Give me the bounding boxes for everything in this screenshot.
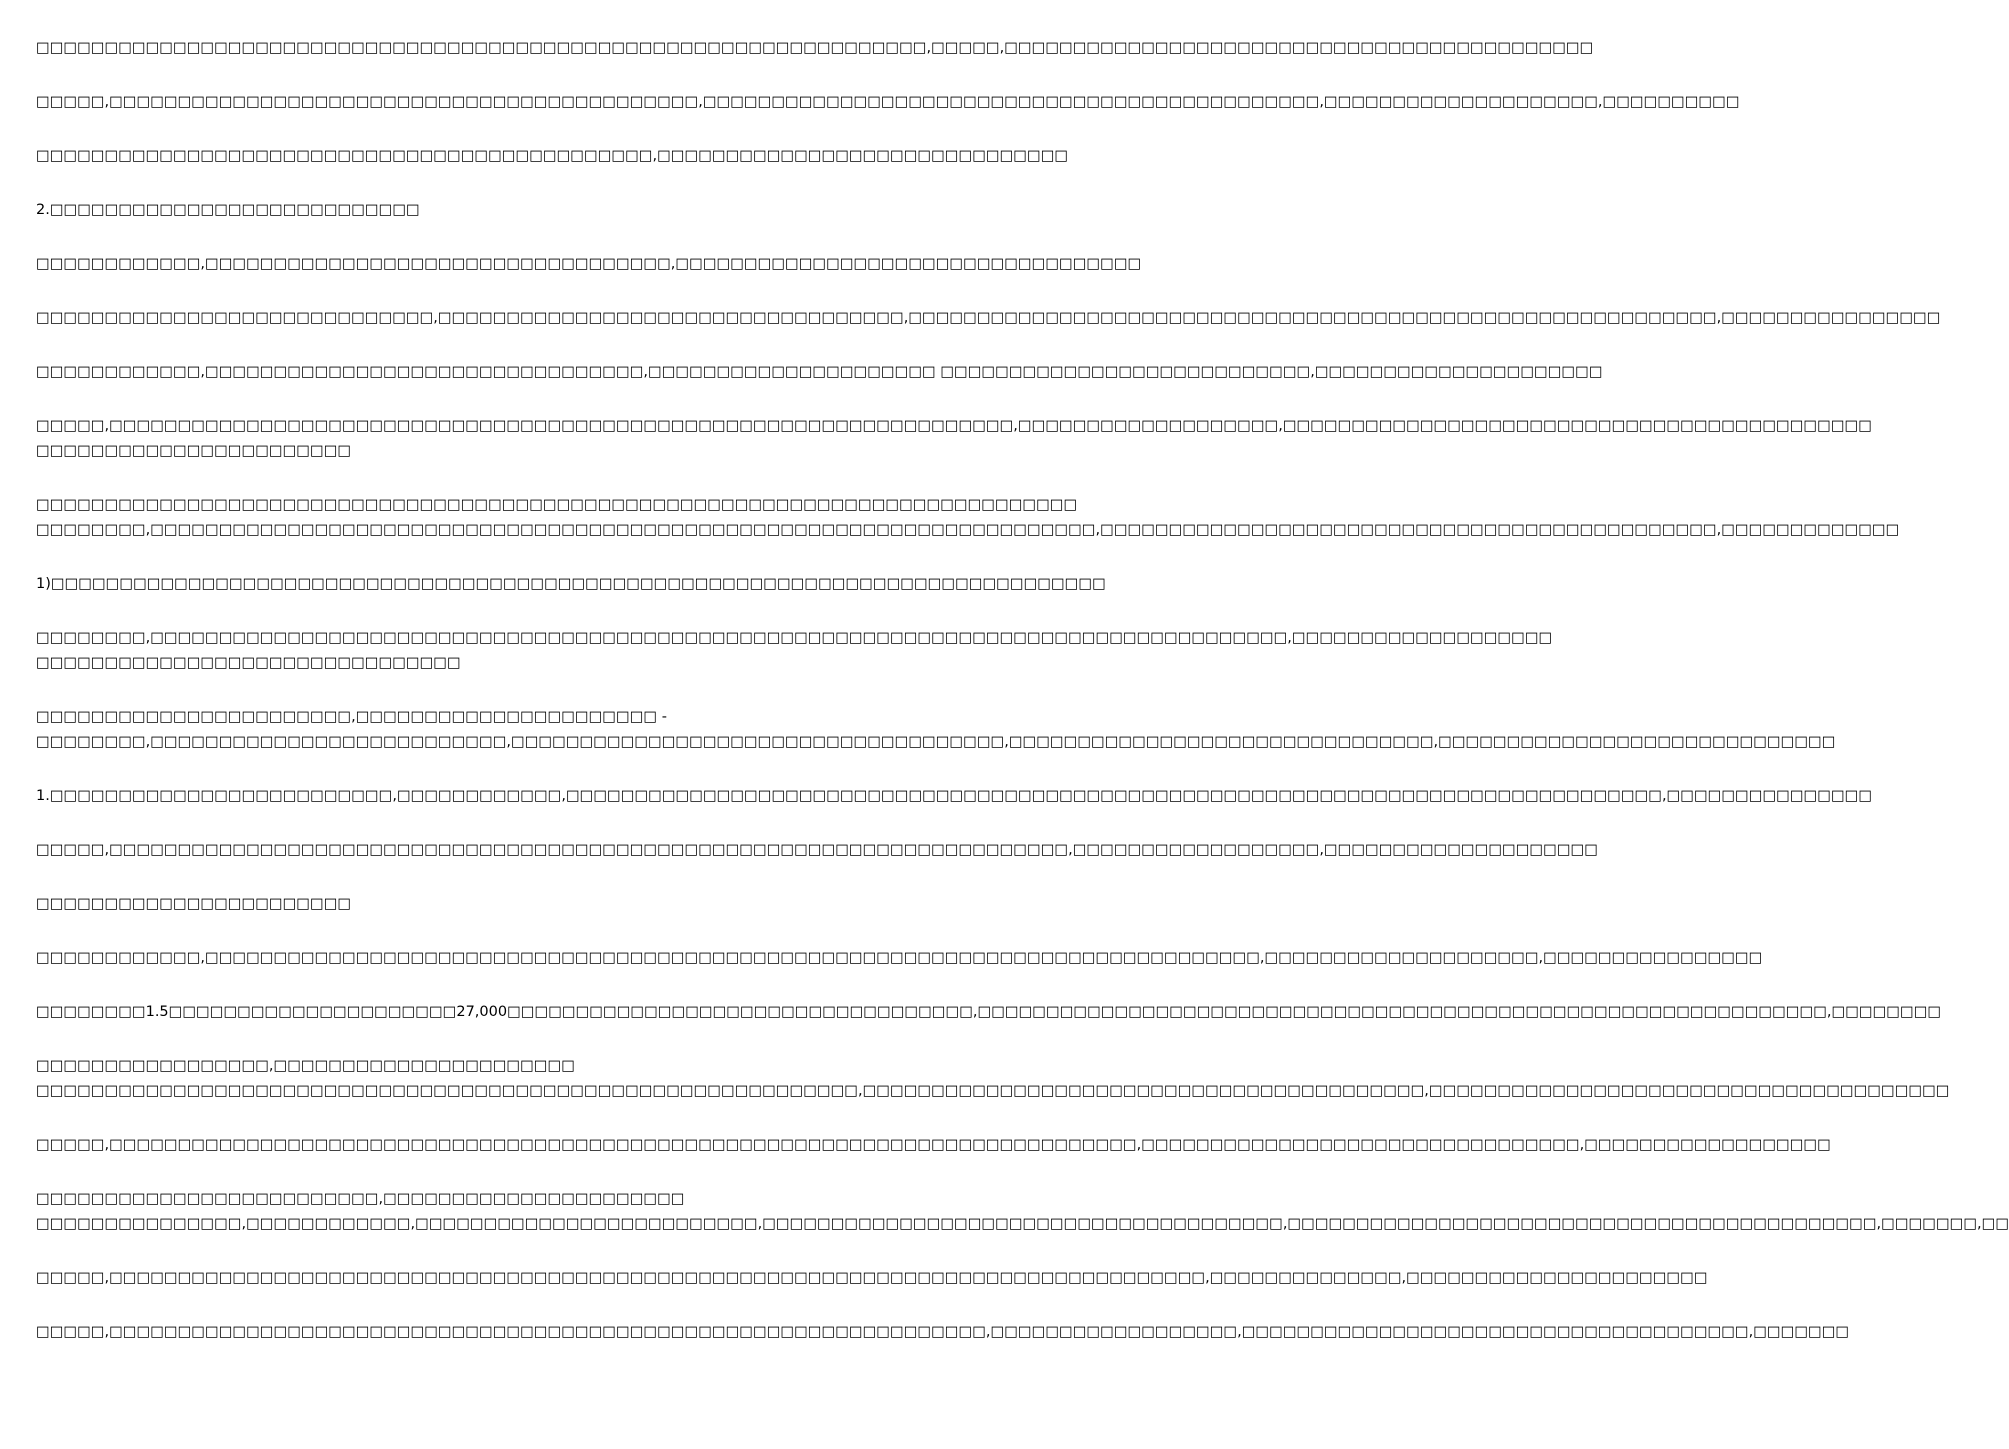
paragraph-line: □□□□□,□□□□□□□□□□□□□□□□□□□□□□□□□□□□□□□□□□□□□□□□□□□□□□□□□□□□□□□□□□□□□□□□□□□□□□,□□□□□□□□□□□□□□□□□□,□□□□□□□□□□□□□□□□□□□□ [36, 842, 1598, 858]
paragraph [36, 838, 1598, 863]
paragraph [36, 1054, 1950, 1104]
paragraph-line: □□□□□,□□□□□□□□□□□□□□□□□□□□□□□□□□□□□□□□□□□□□□□□□□□□□□□□□□□□□□□□□□□□□□□□□□,□□□□□□□□□□□□□□□□□□□,□□□□□□□□□□□□□□□□□□□□□□□□□□□□□□□□□□□□□□□□□□□ [36, 418, 1872, 434]
paragraph [36, 252, 1142, 277]
paragraph-line: □□□□□□□□□□□□□□□□□□□□□□□□□□□□□,□□□□□□□□□□□□□□□□□□□□□□□□□□□□□□□□□□,□□□□□□□□□□□□□□□□□□□□□□□□□□□□□□□□□□□□□□□□□□□□□□□□□□□□□□□□□□□,□□□□□□□□□□□□□□□□ [36, 310, 1941, 326]
paragraph-line: □□□□□□□□□□□□□□□,□□□□□□□□□□□□,□□□□□□□□□□□□□□□□□□□□□□□□□,□□□□□□□□□□□□□□□□□□□□□□□□□□□□□□□□□□□□□□,□□□□□□□□□□□□□□□□□□□□□□□□□□□□□□□□□□□□□□□□□□□,□□□□□□□,□□ [36, 1216, 2009, 1232]
paragraph [36, 1133, 1831, 1158]
paragraph [36, 144, 1069, 169]
paragraph-line: □□□□□□□□□□□□□□□□□□□□□□□□□,□□□□□□□□□□□□□□□□□□□□□□ [36, 1191, 685, 1207]
paragraph-line: □□□□□□□□□□□□□□□□□□□□□□□ [36, 896, 352, 912]
paragraph [36, 626, 1553, 676]
paragraph [36, 892, 989, 917]
paragraph-line: □□□□□□□□,□□□□□□□□□□□□□□□□□□□□□□□□□□□□□□□□□□□□□□□□□□□□□□□□□□□□□□□□□□□□□□□□□□□□□,□□□□□□□□□□□□□□□□□□□□□□□□□□□□□□□□□□□□□□□□□□□□□,□□□□□□□□□□□□□ [36, 522, 1900, 538]
paragraph-line: □□□□□,□□□□□□□□□□□□□□□□□□□□□□□□□□□□□□□□□□□□□□□□□□□□□□□□□□□□□□□□□□□□□□□□,□□□□□□□□□□□□□□□□□□,□□□□□□□□□□□□□□□□□□□□□□□□□□□□□□□□□□□□□,□□□□□□□ [36, 1324, 1850, 1340]
paragraph [36, 306, 1941, 331]
paragraph [36, 360, 1603, 385]
paragraph-line: □□□□□□□□1.5□□□□□□□□□□□□□□□□□□□□□27,000□□□□□□□□□□□□□□□□□□□□□□□□□□□□□□□□□□,□□□□□□□□□□□□□□□□□□□□□□□□□□□□□□□□□□□□□□□□□□□□□□□□□□□□□□□□□□□□□□,□□□□□□□□ [36, 1004, 1942, 1020]
paragraph-line: 1)□□□□□□□□□□□□□□□□□□□□□□□□□□□□□□□□□□□□□□□□□□□□□□□□□□□□□□□□□□□□□□□□□□□□□□□□□□□□□ [36, 576, 1106, 592]
paragraph-line: 2.□□□□□□□□□□□□□□□□□□□□□□□□□□□ [36, 202, 420, 218]
paragraph-line: □□□□□□□□,□□□□□□□□□□□□□□□□□□□□□□□□□□□□□□□□□□□□□□□□□□□□□□□□□□□□□□□□□□□□□□□□□□□□□□□□□□□□□□□□□□□,□□□□□□□□□□□□□□□□□□□ [36, 630, 1553, 646]
paragraph [36, 493, 1900, 543]
paragraph [36, 198, 989, 223]
paragraph [36, 90, 1740, 115]
paragraph-line: □□□□□□□□□□□□□□□□□□□□□□□□□□□□□□□□□□□□□□□□□□□□□□□□□□□□□□□□□□□□□□□□□,□□□□□,□□□□□□□□□□□□□□□□□□□□□□□□□□□□□□□□□□□□□□□□□□□ [36, 40, 1594, 56]
paragraph-line: □□□□□□□□□□□□□□□□□,□□□□□□□□□□□□□□□□□□□□□□ [36, 1058, 575, 1074]
paragraph [36, 705, 1836, 755]
paragraph-line: □□□□□□□□□□□□,□□□□□□□□□□□□□□□□□□□□□□□□□□□□□□□□,□□□□□□□□□□□□□□□□□□□□□ □□□□□□□□□□□□□□□□□□□□□□□□□□□,□□□□□□□□□□□□□□□□□□□□□ [36, 364, 1603, 380]
paragraph-line: □□□□□□□□□□□□□□□□□□□□□□□ [36, 443, 352, 459]
paragraph-line: □□□□□□□□□□□□,□□□□□□□□□□□□□□□□□□□□□□□□□□□□□□□□□□□□□□□□□□□□□□□□□□□□□□□□□□□□□□□□□□□□□□□□□□□□□,□□□□□□□□□□□□□□□□□□□□,□□□□□□□□□□□□□□□□ [36, 950, 1763, 966]
paragraph [36, 1266, 1708, 1291]
paragraph-line: □□□□□,□□□□□□□□□□□□□□□□□□□□□□□□□□□□□□□□□□□□□□□□□□□□□□□□□□□□□□□□□□□□□□□□□□□□□□□□□□□□□□□□,□□□□□□□□□□□□□□,□□□□□□□□□□□□□□□□□□□□□□ [36, 1270, 1708, 1286]
paragraph [36, 414, 1872, 464]
paragraph [36, 1000, 1942, 1025]
paragraph-line: □□□□□□□□,□□□□□□□□□□□□□□□□□□□□□□□□□□,□□□□□□□□□□□□□□□□□□□□□□□□□□□□□□□□□□□□,□□□□□□□□□□□□□□□□□□□□□□□□□□□□□□□,□□□□□□□□□□□□□□□□□□□□□□□□□□□□□ [36, 734, 1836, 750]
paragraph [36, 1187, 2009, 1237]
paragraph-line: □□□□□□□□□□□□□□□□□□□□□□□□□□□□□□□ [36, 655, 461, 671]
paragraph [36, 784, 1873, 809]
paragraph [36, 572, 1106, 597]
document-page [36, 36, 2009, 1374]
paragraph-line: 1.□□□□□□□□□□□□□□□□□□□□□□□□□,□□□□□□□□□□□□,□□□□□□□□□□□□□□□□□□□□□□□□□□□□□□□□□□□□□□□□□□□□□□□□□□□□□□□□□□□□□□□□□□□□□□□□□□□□□□□□,□□□□□□□□□□□□□□□ [36, 788, 1873, 804]
paragraph-line: □□□□□□□□□□□□□□□□□□□□□□□□□□□□□□□□□□□□□□□□□□□□□□□□□□□□□□□□□□□□,□□□□□□□□□□□□□□□□□□□□□□□□□□□□□□□□□□□□□□□□□,□□□□□□□□□□□□□□□□□□□□□□□□□□□□□□□□□□□□□□ [36, 1083, 1950, 1099]
paragraph-line: □□□□□,□□□□□□□□□□□□□□□□□□□□□□□□□□□□□□□□□□□□□□□□□□□,□□□□□□□□□□□□□□□□□□□□□□□□□□□□□□□□□□□□□□□□□□□□□,□□□□□□□□□□□□□□□□□□□□,□□□□□□□□□□ [36, 94, 1740, 110]
paragraph-line: □□□□□,□□□□□□□□□□□□□□□□□□□□□□□□□□□□□□□□□□□□□□□□□□□□□□□□□□□□□□□□□□□□□□□□□□□□□□□□□□□,□□□□□□□□□□□□□□□□□□□□□□□□□□□□□□□□,□□□□□□□□□□□□□□□□□□ [36, 1137, 1831, 1153]
paragraph [36, 946, 1763, 971]
paragraph [36, 36, 1594, 61]
paragraph [36, 1320, 1850, 1345]
paragraph-line: □□□□□□□□□□□□□□□□□□□□□□□□□□□□□□□□□□□□□□□□□□□□□,□□□□□□□□□□□□□□□□□□□□□□□□□□□□□□ [36, 148, 1069, 164]
paragraph-line: □□□□□□□□□□□□□□□□□□□□□□□□□□□□□□□□□□□□□□□□□□□□□□□□□□□□□□□□□□□□□□□□□□□□□□□□□□□□ [36, 497, 1078, 513]
paragraph-line: □□□□□□□□□□□□□□□□□□□□□□□,□□□□□□□□□□□□□□□□□□□□□□ - [36, 709, 667, 725]
paragraph-line: □□□□□□□□□□□□,□□□□□□□□□□□□□□□□□□□□□□□□□□□□□□□□□□,□□□□□□□□□□□□□□□□□□□□□□□□□□□□□□□□□□ [36, 256, 1142, 272]
